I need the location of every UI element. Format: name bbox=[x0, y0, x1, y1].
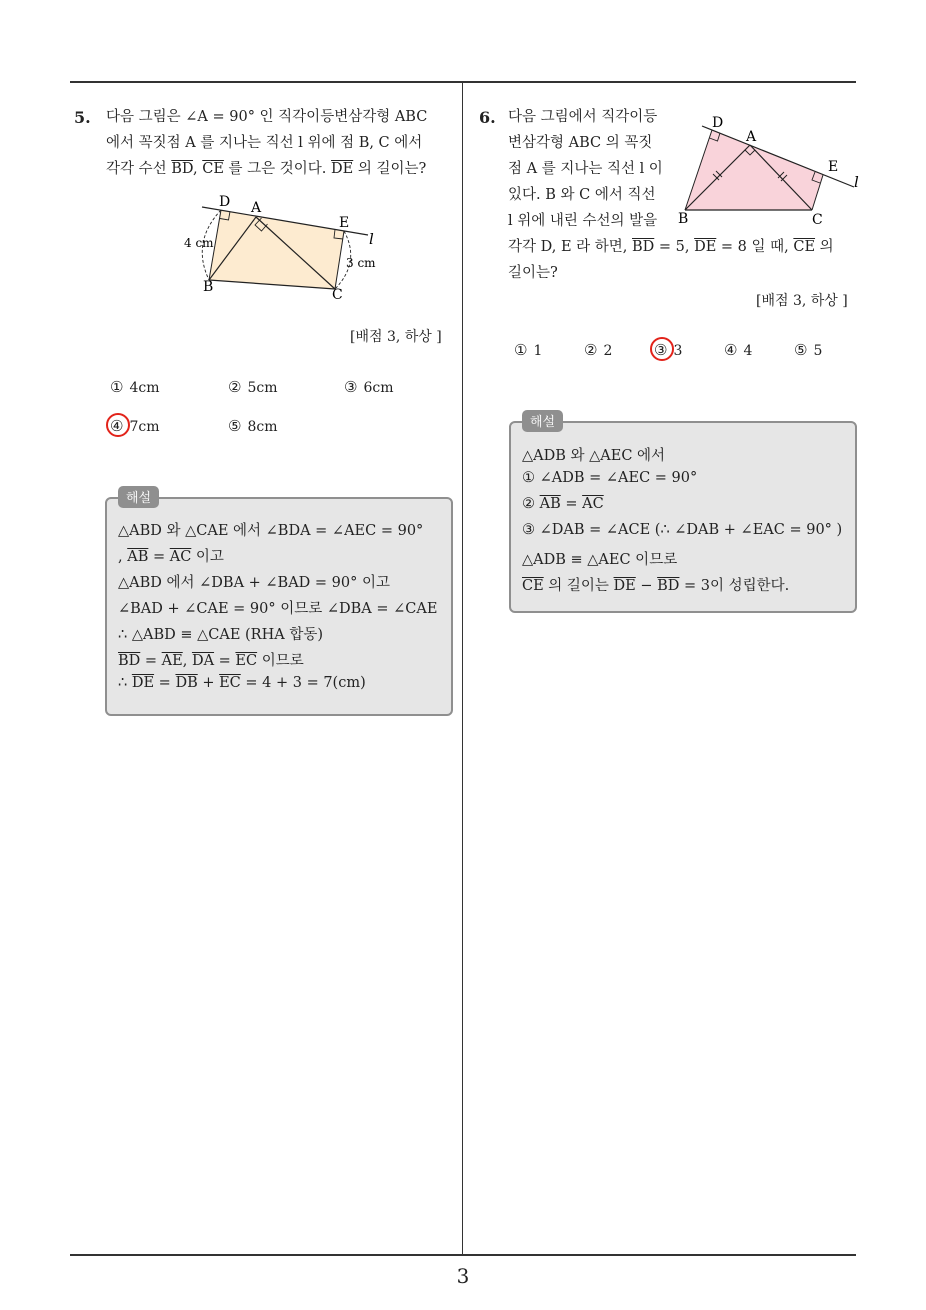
q6-choice-5[interactable]: ⑤ 5 bbox=[794, 341, 823, 359]
q6-label-l: l bbox=[854, 173, 859, 191]
q6-label-d: D bbox=[712, 115, 724, 131]
q6-choice-3[interactable]: ③ 3 bbox=[654, 341, 683, 359]
column-divider bbox=[462, 81, 463, 1256]
q6-line-1: 다음 그림에서 직각이등 bbox=[508, 109, 658, 125]
q5-length-bd: 4 cm bbox=[184, 236, 214, 250]
bottom-rule bbox=[70, 1254, 856, 1256]
q5-line-3: 각각 수선 $\overline{BD}$, $\overline{CE}$ 를 그은 것이다. $\overline{DE}$ 의 길이는? bbox=[106, 161, 427, 177]
q5-label-d: D bbox=[219, 194, 231, 210]
q6-choice-2[interactable]: ② 2 bbox=[584, 341, 613, 359]
q5-choice-5[interactable]: ⑤ 8cm bbox=[228, 417, 278, 435]
q5-sol-line-3: △ABD 에서 ∠DBA + ∠BAD = 90° 이고 bbox=[118, 575, 390, 591]
q5-sol-line-6: $\overline{BD} = \overline{AE}$, $\overline{DA} = \overline{EC}$ 이므로 bbox=[118, 653, 304, 669]
question-6-number: 6. bbox=[479, 108, 496, 127]
q6-label-c: C bbox=[812, 212, 823, 228]
q5-label-c: C bbox=[332, 287, 343, 302]
q6-line-7: 길이는? bbox=[508, 265, 558, 281]
q5-trapezoid-fill bbox=[209, 210, 344, 289]
q6-sol-line-3: ② $\overline{AB} = \overline{AC}$ bbox=[522, 496, 604, 512]
q5-length-ce: 3 cm bbox=[346, 256, 376, 270]
q5-choice-2[interactable]: ② 5cm bbox=[228, 378, 278, 396]
q6-label-a: A bbox=[746, 129, 757, 145]
q6-line-6: 각각 D, E 라 하면, $\overline{BD} = 5$, $\overline{DE} = 8$ 일 때, $\overline{CE}$ 의 bbox=[508, 239, 834, 255]
q5-figure bbox=[176, 192, 386, 302]
q5-label-l: l bbox=[369, 230, 374, 248]
question-6-text-cont bbox=[508, 234, 858, 286]
q5-score: [배점 3, 하상 ] bbox=[350, 329, 442, 345]
q5-sol-line-4: ∠BAD + ∠CAE = 90° 이므로 ∠DBA = ∠CAE bbox=[118, 601, 438, 617]
q5-line-1: 다음 그림은 ∠A = 90° 인 직각이등변삼각형 ABC bbox=[106, 109, 428, 125]
q6-line-4: 있다. B 와 C 에서 직선 bbox=[508, 187, 656, 203]
q6-label-e: E bbox=[828, 159, 839, 175]
q6-choice-4[interactable]: ④ 4 bbox=[724, 341, 753, 359]
q5-label-e: E bbox=[339, 215, 350, 231]
q6-sol-line-2: ① ∠ADB = ∠AEC = 90° bbox=[522, 470, 698, 486]
q6-line-2: 변삼각형 ABC 의 꼭짓 bbox=[508, 135, 653, 151]
q5-choice-4[interactable]: ④ 7cm bbox=[110, 417, 160, 435]
q5-choice-3[interactable]: ③ 6cm bbox=[344, 378, 394, 396]
q5-sol-line-2: , $\overline{AB} = \overline{AC}$ 이고 bbox=[118, 549, 224, 565]
q6-sol-line-1: △ADB 와 △AEC 에서 bbox=[522, 448, 666, 464]
q6-sol-line-6: $\overline{CE}$ 의 길이는 $\overline{DE} - \overline{BD} = 3$이 성립한다. bbox=[522, 578, 790, 594]
q6-label-b: B bbox=[678, 211, 689, 227]
q6-answer-mark bbox=[650, 337, 674, 361]
page-number: 3 bbox=[456, 1264, 470, 1288]
q5-line-2: 에서 꼭짓점 A 를 지나는 직선 l 위에 점 B, C 에서 bbox=[106, 135, 423, 151]
question-5-text bbox=[106, 104, 456, 182]
q6-choice-1[interactable]: ① 1 bbox=[514, 341, 543, 359]
q6-sol-line-4: ③ ∠DAB = ∠ACE (∴ ∠DAB + ∠EAC = 90° ) bbox=[522, 522, 843, 538]
q6-figure bbox=[672, 110, 868, 232]
q5-solution-tag: 해설 bbox=[118, 486, 159, 508]
q5-label-b: B bbox=[203, 279, 214, 295]
q5-label-a: A bbox=[251, 200, 262, 216]
q5-answer-mark bbox=[106, 413, 130, 437]
q6-solution-tag: 해설 bbox=[522, 410, 563, 432]
q5-choice-1[interactable]: ① 4cm bbox=[110, 378, 160, 396]
q5-sol-line-5: ∴ △ABD ≡ △CAE (RHA 합동) bbox=[118, 627, 323, 643]
question-6-text bbox=[508, 104, 678, 234]
q6-score: [배점 3, 하상 ] bbox=[756, 293, 848, 309]
top-rule bbox=[70, 81, 856, 83]
q5-sol-line-1: △ABD 와 △CAE 에서 ∠BDA = ∠AEC = 90° bbox=[118, 523, 424, 539]
q5-sol-line-7: ∴ $\overline{DE} = \overline{DB} + \overline{EC} = 4 + 3 = 7(cm)$ bbox=[118, 675, 366, 691]
q6-line-3: 점 A 를 지나는 직선 l 이 bbox=[508, 161, 663, 177]
q6-sol-line-5: △ADB ≡ △AEC 이므로 bbox=[522, 552, 678, 568]
question-5-number: 5. bbox=[74, 108, 91, 127]
q6-line-5: l 위에 내린 수선의 발을 bbox=[508, 213, 658, 229]
